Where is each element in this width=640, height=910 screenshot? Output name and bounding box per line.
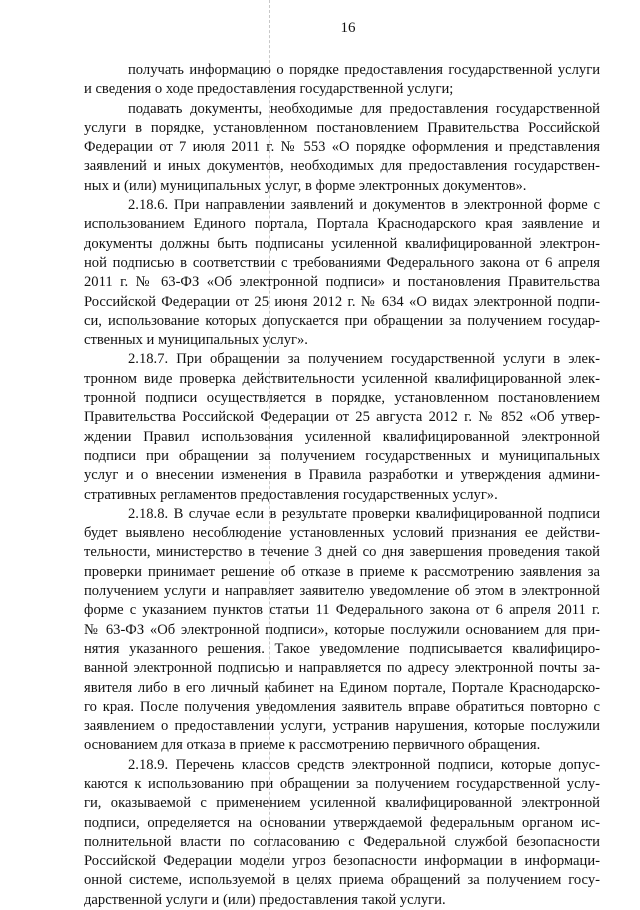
paragraph-line: Российской Федерации модели угроз безопасности информации в информаци- [84, 853, 600, 870]
paragraph-line: тронном виде проверка действительности усиленной квалифицированной элек- [84, 370, 600, 387]
paragraph [84, 756, 600, 910]
paragraph-line: подавать документы, необходимые для предоставления государственной [128, 100, 600, 117]
paragraph-line: 2.18.7. При обращении за получением государственной услуги в элек- [128, 351, 600, 368]
paragraph [84, 100, 600, 196]
paragraph [84, 61, 600, 100]
paragraph [84, 196, 600, 350]
paragraph-line: заявлением о предоставлении услуги, устранив нарушения, которые послужили [84, 718, 600, 735]
paragraph-line: тельности, министерство в течение 3 дней со дня завершения проведения такой [84, 544, 600, 561]
paragraph-line: дарственной услуги и (или) предоставления такой услуги. [84, 891, 446, 908]
paragraph-line: услуг и о внесении изменения в Правила разработки и утверждения админи- [84, 467, 600, 484]
paragraph-line: Федерации от 7 июля 2011 г. № 553 «О порядке оформления и представления [84, 139, 600, 156]
paragraph-line: го края. После получения уведомления заявитель вправе обратиться повторно с [84, 698, 600, 715]
paragraph-line: полнительной власти по согласованию с Федеральной службой безопасности [84, 833, 600, 850]
paragraph [84, 505, 600, 756]
paragraph-line: нятия указанного решения. Такое уведомление подписывается квалифициро- [84, 640, 600, 657]
paragraph-line: подписи, определяется на основании утверждаемой федеральным органом ис- [84, 814, 600, 831]
paragraph-line: использованием Единого портала, Портала Краснодарского края заявление и [84, 216, 600, 233]
paragraph-line: и сведения о ходе предоставления государственной услуги; [84, 81, 454, 98]
paragraph-line: Российской Федерации от 25 июня 2012 г. № 634 «О видах электронной подпи- [84, 293, 600, 310]
paragraph-line: стративных регламентов предоставления государственных услуг». [84, 486, 498, 503]
paragraph [84, 350, 600, 504]
paragraph-line: 2011 г. № 63-ФЗ «Об электронной подписи» и постановления Правительства [84, 274, 600, 291]
paragraph-line: ных и (или) муниципальных услуг, в форме электронных документов». [84, 177, 527, 194]
document-body [84, 61, 600, 910]
paragraph-line: № 63-ФЗ «Об электронной подписи», которые послужили основанием для при- [84, 621, 600, 638]
paragraph-line: онной системе, используемой в целях приема обращений за получением госу- [84, 872, 600, 889]
paragraph-line: ги, оказываемой с применением усиленной квалифицированной электронной [84, 795, 600, 812]
paragraph-line: ственных и муниципальных услуг». [84, 332, 308, 349]
paragraph-line: 2.18.8. В случае если в результате проверки квалифицированной подписи [128, 505, 600, 522]
paragraph-line: Правительства Российской Федерации от 25 августа 2012 г. № 852 «Об утвер- [84, 409, 600, 426]
paragraph-line: документы должны быть подписаны усиленной квалифицированной электрон- [84, 235, 600, 252]
paragraph-line: 2.18.6. При направлении заявлений и документов в электронной форме с [128, 197, 600, 214]
paragraph-line: получением услуги и направляет заявителю уведомление об этом в электронной [84, 583, 600, 600]
paragraph-line: ванной электронной подписью и направляется по адресу электронной почты за- [84, 660, 600, 677]
paragraph-line: каются к использованию при обращении за получением государственной услу- [84, 775, 600, 792]
page-number: 16 [340, 20, 356, 36]
paragraph-line: 2.18.9. Перечень классов средств электронной подписи, которые допус- [128, 756, 600, 773]
paragraph-line: си, использование которых допускается при обращении за получением государ- [84, 312, 600, 329]
paragraph-line: заявлений и иных документов, необходимых для предоставления государствен- [84, 158, 600, 175]
paragraph-line: подписи при обращении за получением государственных и муниципальных [84, 447, 600, 464]
paragraph-line: ной подписью в соответствии с требованиями Федерального закона от 6 апреля [84, 254, 600, 271]
paragraph-line: форме с указанием пунктов статьи 11 Федерального закона от 6 апреля 2011 г. [84, 602, 600, 619]
paragraph-line: тронной подписи осуществляется в порядке, установленном постановлением [84, 390, 600, 407]
paragraph-line: явителя либо в его личный кабинет на Едином портале, Портале Краснодарско- [84, 679, 600, 696]
paragraph-line: ждении Правил использования усиленной квалифицированной электронной [84, 428, 600, 445]
paragraph-line: проверки принимает решение об отказе в приеме к рассмотрению заявления за [84, 563, 600, 580]
paragraph-line: получать информацию о порядке предоставления государственной услуги [128, 62, 600, 78]
paragraph-line: основанием для отказа в приеме к рассмотрению первичного обращения. [84, 737, 541, 754]
paragraph-line: будет выявлено несоблюдение установленных условий признания ее действи- [84, 525, 600, 542]
paragraph-line: услуги в порядке, установленном постановлением Правительства Российской [84, 119, 600, 136]
